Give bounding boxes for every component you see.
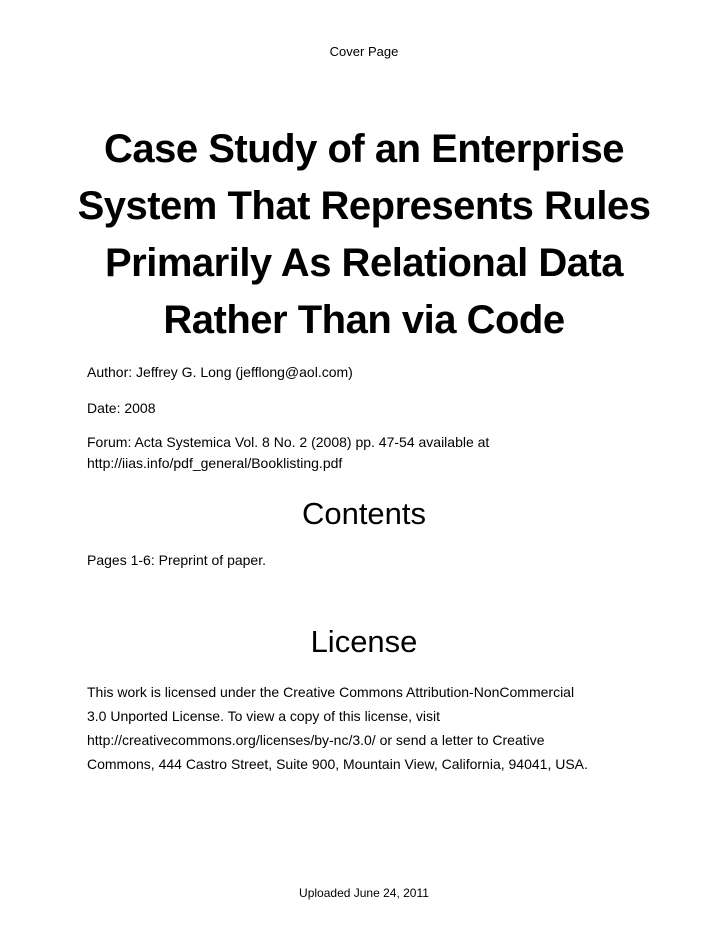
license-text bbox=[87, 680, 588, 776]
forum-link: http://iias.info/pdf_general/Booklisting.pdf bbox=[87, 455, 343, 471]
title-line: Rather Than via Code bbox=[163, 298, 565, 342]
author-line: Author: Jeffrey G. Long (jefflong@aol.com) bbox=[87, 364, 353, 380]
page-header: Cover Page bbox=[329, 44, 399, 59]
license-line: Commons, 444 Castro Street, Suite 900, Mountain View, California, 94041, USA. bbox=[87, 756, 588, 772]
license-line: http://creativecommons.org/licenses/by-nc/3.0/ or send a letter to Creative bbox=[87, 732, 545, 748]
contents-text: Pages 1-6: Preprint of paper. bbox=[87, 552, 266, 568]
title-line: Primarily As Relational Data bbox=[104, 241, 624, 285]
license-line: 3.0 Unported License. To view a copy of this license, visit bbox=[87, 708, 441, 724]
license-heading: License bbox=[310, 624, 418, 659]
document-title bbox=[60, 121, 668, 349]
forum-block bbox=[87, 432, 489, 474]
contents-heading: Contents bbox=[301, 496, 427, 531]
date-line: Date: 2008 bbox=[87, 400, 156, 416]
upload-date-footer: Uploaded June 24, 2011 bbox=[299, 886, 429, 900]
title-line: System That Represents Rules bbox=[77, 184, 651, 228]
title-line: Case Study of an Enterprise bbox=[104, 127, 624, 171]
license-line: This work is licensed under the Creative Commons Attribution-NonCommercial bbox=[87, 684, 575, 700]
forum-line: Forum: Acta Systemica Vol. 8 No. 2 (2008) pp. 47-54 available at bbox=[87, 434, 490, 450]
